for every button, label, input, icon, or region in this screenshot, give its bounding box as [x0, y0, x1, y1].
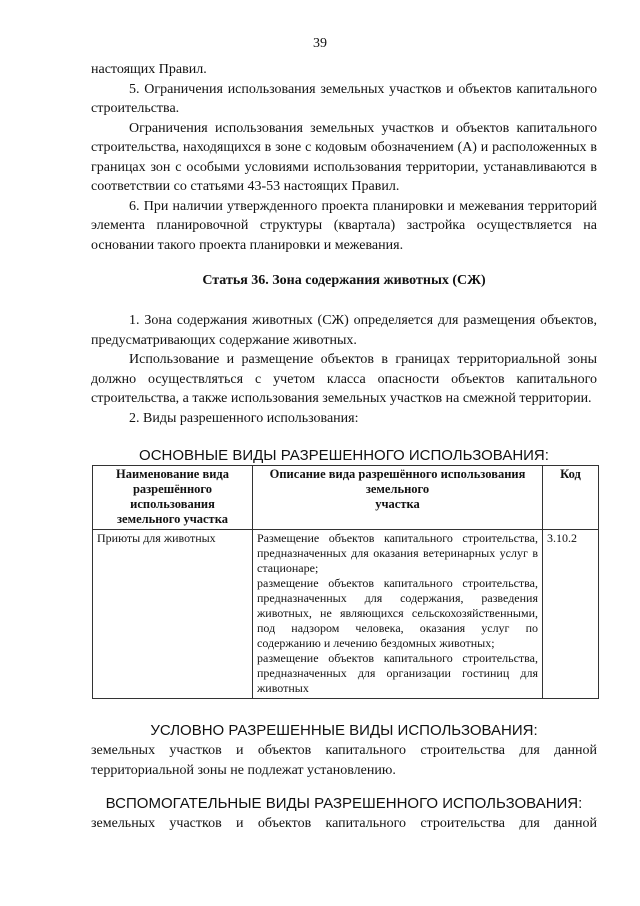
intro-section [91, 60, 597, 255]
page-number: 39 [313, 36, 327, 51]
header-name-line: разрешённого [132, 482, 213, 496]
restrictions-paragraph: Ограничения использования земельных участков и объектов капитального строительства, находящихся в зоне с кодовым обозначением (А) и расположенных в границах зон с особыми условиями использования территории, устанавливаются в соответствии со статьями 43-53 настоящих Правил. [91, 120, 597, 194]
table-header-row [93, 466, 599, 530]
item-1-paragraph: 1. Зона содержания животных (СЖ) определяется для размещения объектов, предусматривающих содержание животных. [91, 313, 597, 348]
article-section [91, 311, 597, 428]
auxiliary-uses-section [91, 814, 597, 834]
item-5-paragraph: 5. Ограничения использования земельных участков и объектов капитального строительства. [91, 81, 597, 116]
conditional-uses-heading: УСЛОВНО РАЗРЕШЕННЫЕ ВИДЫ ИСПОЛЬЗОВАНИЯ: [150, 722, 538, 739]
conditional-uses-text: земельных участков и объектов капитального строительства для данной территориальной зоны не подлежат установлению. [91, 743, 597, 778]
header-description [253, 466, 543, 530]
item-2-paragraph: 2. Виды разрешенного использования: [129, 410, 359, 426]
description-item: Размещение объектов капитального строительства, предназначенных для оказания ветеринарных услуг в стационаре; [257, 531, 538, 575]
conditional-uses-section [91, 741, 597, 780]
header-name-line: земельного участка [117, 512, 228, 526]
cell-use-name: Приюты для животных [93, 530, 253, 699]
table-caption: ОСНОВНЫЕ ВИДЫ РАЗРЕШЕННОГО ИСПОЛЬЗОВАНИЯ: [139, 447, 549, 464]
permitted-uses-table [92, 465, 599, 699]
description-item: размещение объектов капитального строительства, предназначенных для организации гостиниц для животных [257, 651, 538, 695]
item-6-paragraph: 6. При наличии утвержденного проекта планировки и межевания территорий элемента планировочной структуры (квартала) застройка осуществляется на основании такого проекта планировки и межевания. [91, 198, 597, 253]
auxiliary-uses-text: земельных участков и объектов капитального строительства для данной [91, 816, 597, 831]
header-name-line: использования [130, 497, 215, 511]
article-heading: Статья 36. Зона содержания животных (СЖ) [202, 273, 486, 288]
usage-paragraph: Использование и размещение объектов в границах территориальной зоны должно осуществляться с учетом класса опасности объектов капитального строительства, а также использования земельных участков на смежной территории. [91, 352, 597, 406]
table-row [93, 530, 599, 699]
header-name-line: Наименование вида [116, 467, 229, 481]
header-code: Код [543, 466, 599, 530]
header-description-line: участка [375, 497, 420, 511]
cell-code: 3.10.2 [543, 530, 599, 699]
cell-description [253, 530, 543, 699]
intro-line: настоящих Правил. [91, 62, 207, 77]
description-item: размещение объектов капитального строительства, предназначенных для содержания, разведения животных, не являющихся сельскохозяйственными, под надзором человека, оказания услуг по содержанию и лечению бездомных животных; [257, 576, 538, 650]
header-name [93, 466, 253, 530]
header-description-line: Описание вида разрешённого использования [269, 467, 526, 481]
header-description-line: земельного [365, 482, 430, 496]
auxiliary-uses-heading: ВСПОМОГАТЕЛЬНЫЕ ВИДЫ РАЗРЕШЕННОГО ИСПОЛЬЗОВАНИЯ: [105, 795, 583, 812]
